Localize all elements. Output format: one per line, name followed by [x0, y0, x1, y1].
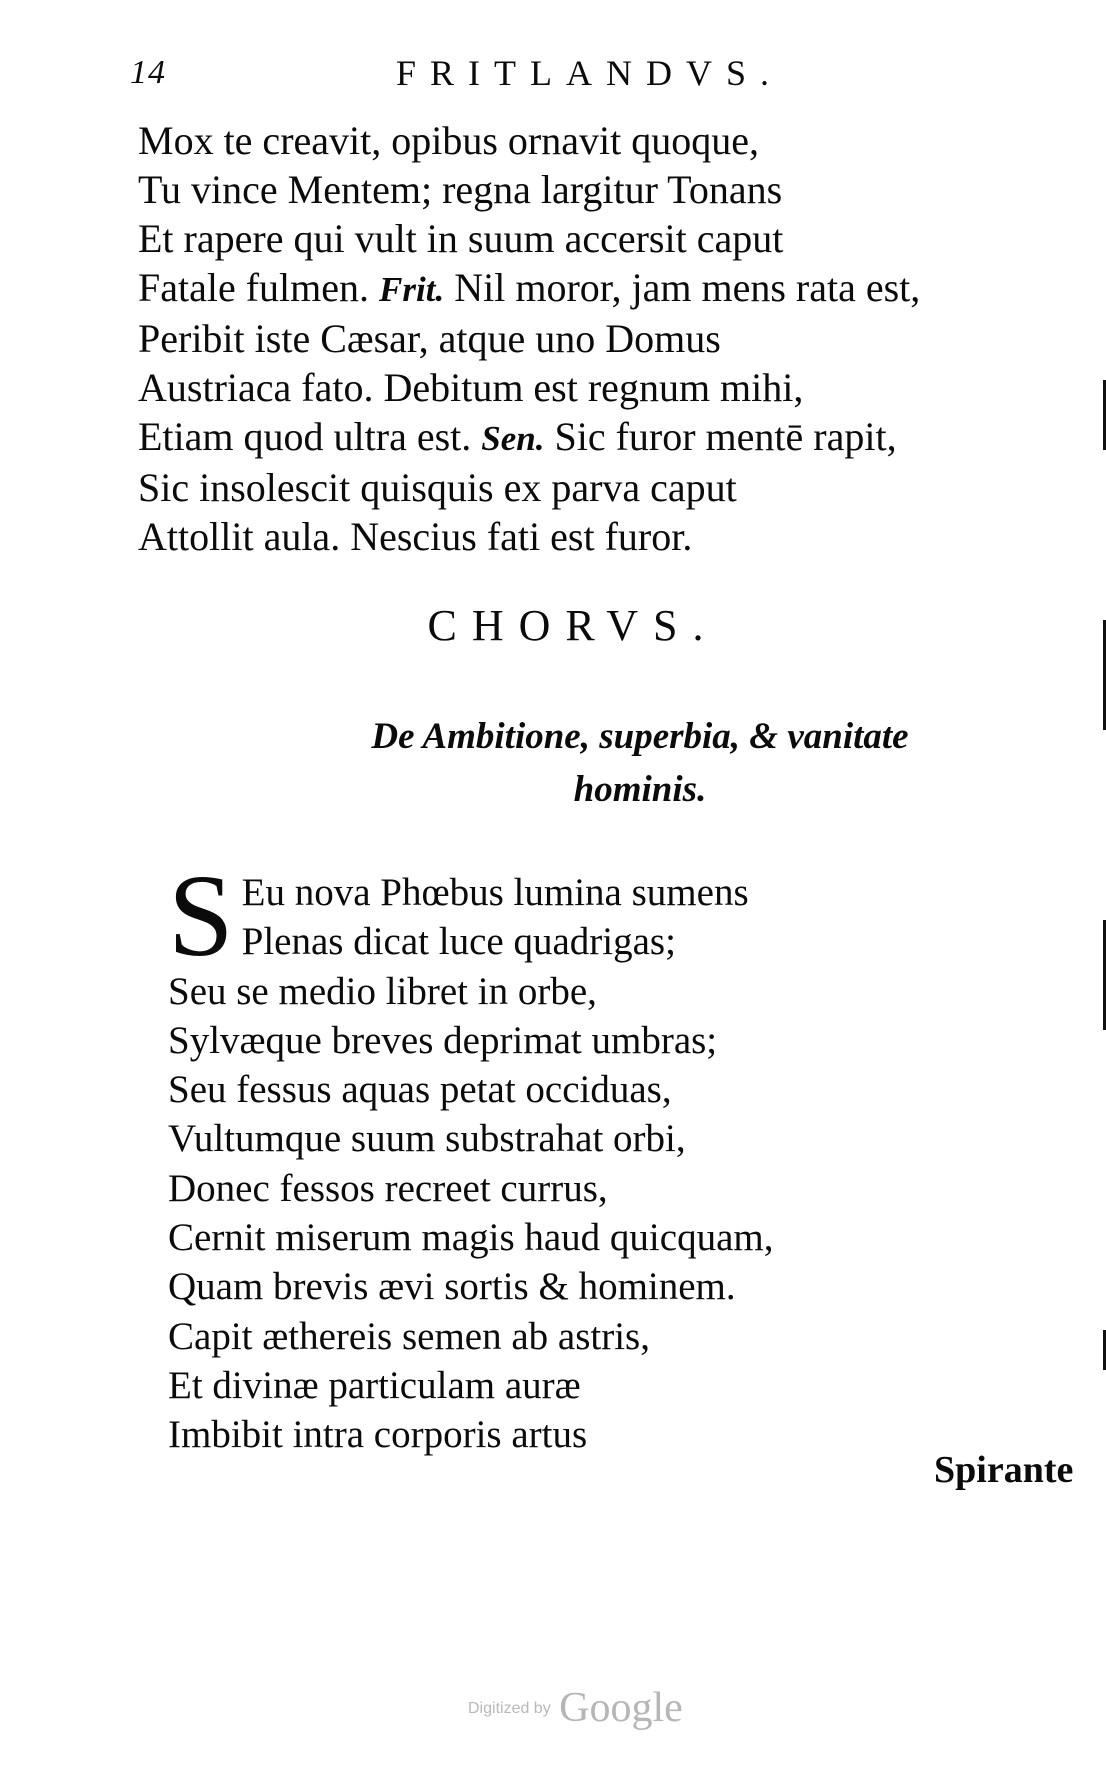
scan-credit-logo: Google [559, 1685, 683, 1731]
verse-line: Donec fessos recreet currus, [168, 1166, 608, 1210]
verse-line: Seu se medio libret in orbe, [168, 969, 597, 1013]
verse-line: Fatale fulmen. Frit. Nil moror, jam mens rata est, [138, 265, 921, 310]
running-head [130, 52, 1010, 102]
chorus-heading: CHORVS. [427, 601, 719, 650]
running-title: FRITLANDVS. [396, 53, 784, 93]
chorus-subtitle [250, 710, 1030, 816]
verse-line: Attollit aula. Nescius fati est furor. [138, 514, 693, 559]
verse-line: Etiam quod ultra est. Sen. Sic furor mentē rapit, [138, 414, 897, 459]
verse-line: Quam brevis ævi sortis & hominem. [168, 1265, 736, 1309]
verse-line: Sic insolescit quisquis ex parva caput [138, 465, 737, 510]
verse-line: Capit æthereis semen ab astris, [168, 1314, 650, 1358]
chorus-poem [168, 850, 998, 1460]
verse-line: Et rapere qui vult in suum accersit caput [138, 216, 784, 261]
subtitle-line: hominis. [573, 769, 707, 810]
scan-credit [468, 1684, 683, 1732]
dialogue-block [138, 116, 1068, 561]
drop-capital: S [168, 850, 234, 981]
verse-line: Mox te creavit, opibus ornavit quoque, [138, 118, 759, 163]
verse-line: Eu nova Phœbus lumina sumens [241, 871, 749, 914]
poem-body [168, 967, 998, 1460]
scan-credit-prefix: Digitized by [468, 1700, 551, 1717]
subtitle-line: De Ambitione, superbia, & vanitate [371, 716, 909, 757]
page-number: 14 [130, 54, 166, 91]
catchword: Spirante [934, 1449, 1074, 1491]
verse-line: Sylvæque breves deprimat umbras; [168, 1018, 718, 1062]
verse-line: Tu vince Mentem; regna largitur Tonans [138, 167, 783, 212]
verse-line: Plenas dicat luce quadrigas; [241, 920, 676, 964]
speaker-label: Sen. [481, 419, 545, 458]
verse-line: Peribit iste Cæsar, atque uno Domus [138, 316, 721, 361]
verse-line: Et divinæ particulam auræ [168, 1363, 581, 1407]
verse-line: Cernit miserum magis haud quicquam, [168, 1216, 774, 1260]
verse-line: Austriaca fato. Debitum est regnum mihi, [138, 365, 804, 410]
verse-line: Vultumque suum substrahat orbi, [168, 1117, 686, 1161]
verse-line: Seu fessus aquas petat occiduas, [168, 1068, 672, 1112]
verse-line: Imbibit intra corporis artus [168, 1413, 588, 1457]
speaker-label: Frit. [379, 270, 445, 309]
